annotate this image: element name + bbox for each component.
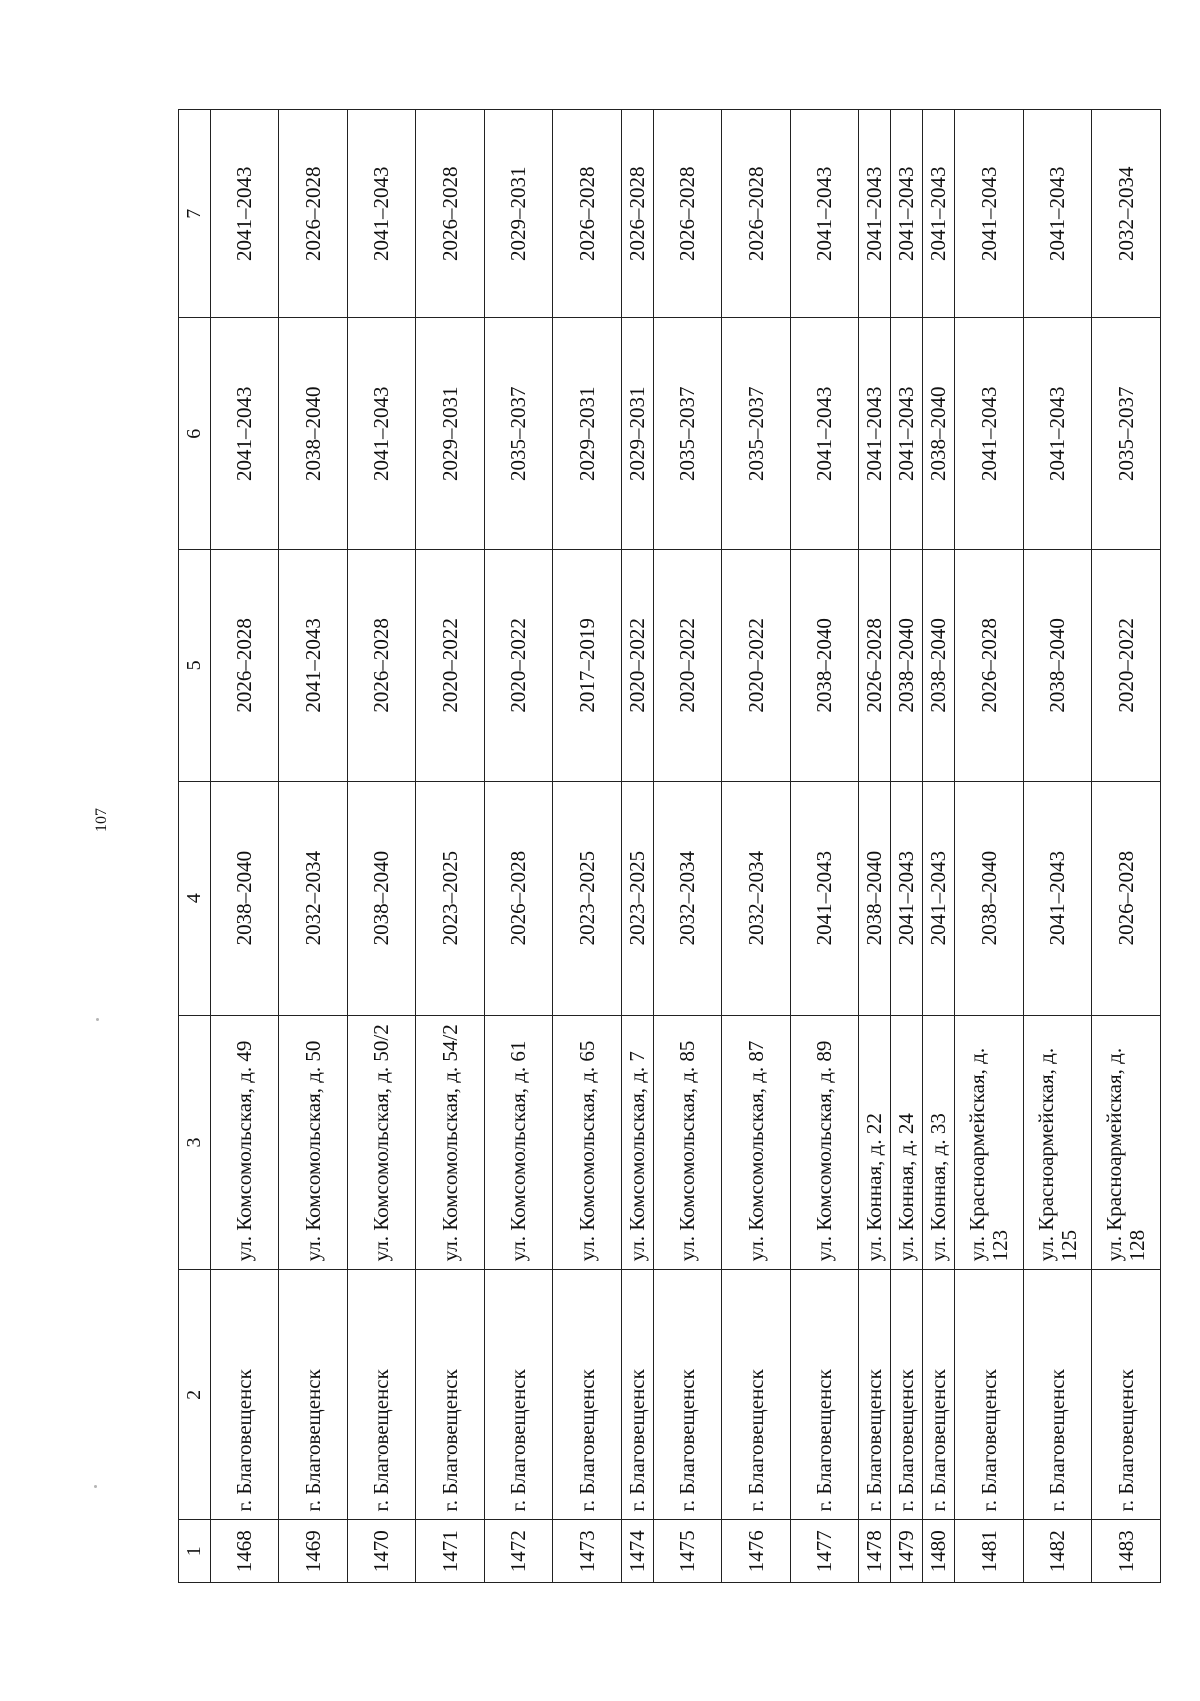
period-cell-col-6: 2041–2043 <box>790 318 859 550</box>
period-cell-col-4: 2023–2025 <box>621 781 653 1015</box>
address-cell: ул. Комсомольская, д. 49 <box>210 1015 279 1270</box>
period-cell-col-6: 2041–2043 <box>859 318 891 550</box>
period-cell-col-6: 2041–2043 <box>347 318 416 550</box>
address-cell: ул. Конная, д. 33 <box>923 1015 955 1270</box>
period-cell-col-6: 2029–2031 <box>553 318 622 550</box>
table-row <box>859 110 891 1583</box>
period-cell-col-6: 2041–2043 <box>210 318 279 550</box>
address-cell: ул. Красноармейская, д. 125 <box>1023 1015 1092 1270</box>
city-cell: г. Благовещенск <box>484 1270 553 1520</box>
header-cell-col-2: 2 <box>179 1270 211 1520</box>
address-cell: ул. Конная, д. 24 <box>891 1015 923 1270</box>
table-row <box>279 110 348 1583</box>
period-cell-col-5: 2026–2028 <box>210 550 279 782</box>
period-cell-col-4: 2032–2034 <box>722 781 791 1015</box>
period-cell-col-4: 2041–2043 <box>923 781 955 1015</box>
city-cell: г. Благовещенск <box>722 1270 791 1520</box>
period-cell-col-5: 2041–2043 <box>279 550 348 782</box>
period-cell-col-6: 2035–2037 <box>653 318 722 550</box>
period-cell-col-7: 2026–2028 <box>279 110 348 319</box>
table-row <box>955 110 1024 1583</box>
period-cell-col-5: 2026–2028 <box>955 550 1024 782</box>
period-cell-col-6: 2029–2031 <box>416 318 485 550</box>
table-row <box>1092 110 1161 1583</box>
period-cell-col-5: 2038–2040 <box>1023 550 1092 782</box>
city-cell: г. Благовещенск <box>347 1270 416 1520</box>
row-number-cell: 1483 <box>1092 1520 1161 1583</box>
period-cell-col-4: 2038–2040 <box>347 781 416 1015</box>
period-cell-col-6: 2041–2043 <box>955 318 1024 550</box>
period-cell-col-7: 2041–2043 <box>1023 110 1092 319</box>
header-cell-col-1: 1 <box>179 1520 211 1583</box>
period-cell-col-6: 2038–2040 <box>923 318 955 550</box>
period-cell-col-6: 2038–2040 <box>279 318 348 550</box>
period-cell-col-6: 2029–2031 <box>621 318 653 550</box>
period-cell-col-6: 2035–2037 <box>1092 318 1161 550</box>
period-cell-col-5: 2020–2022 <box>484 550 553 782</box>
period-cell-col-5: 2020–2022 <box>722 550 791 782</box>
rotated-table-wrapper <box>178 109 1161 1583</box>
period-cell-col-4: 2038–2040 <box>210 781 279 1015</box>
address-cell: ул. Комсомольская, д. 54/2 <box>416 1015 485 1270</box>
table-row <box>210 110 279 1583</box>
city-cell: г. Благовещенск <box>621 1270 653 1520</box>
row-number-cell: 1473 <box>553 1520 622 1583</box>
period-cell-col-7: 2026–2028 <box>722 110 791 319</box>
period-cell-col-5: 2038–2040 <box>891 550 923 782</box>
period-cell-col-5: 2026–2028 <box>859 550 891 782</box>
period-cell-col-7: 2041–2043 <box>923 110 955 319</box>
row-number-cell: 1478 <box>859 1520 891 1583</box>
period-cell-col-5: 2020–2022 <box>653 550 722 782</box>
table-row <box>553 110 622 1583</box>
address-cell: ул. Комсомольская, д. 50/2 <box>347 1015 416 1270</box>
period-cell-col-5: 2020–2022 <box>1092 550 1161 782</box>
period-cell-col-7: 2041–2043 <box>955 110 1024 319</box>
period-cell-col-5: 2020–2022 <box>621 550 653 782</box>
table-row <box>621 110 653 1583</box>
period-cell-col-6: 2035–2037 <box>484 318 553 550</box>
address-cell: ул. Комсомольская, д. 85 <box>653 1015 722 1270</box>
address-cell: ул. Конная, д. 22 <box>859 1015 891 1270</box>
address-cell: ул. Комсомольская, д. 50 <box>279 1015 348 1270</box>
header-row <box>179 110 211 1583</box>
period-cell-col-4: 2041–2043 <box>790 781 859 1015</box>
period-cell-col-6: 2041–2043 <box>891 318 923 550</box>
period-cell-col-4: 2041–2043 <box>891 781 923 1015</box>
header-cell-col-6: 6 <box>179 318 211 550</box>
table-row <box>653 110 722 1583</box>
row-number-cell: 1481 <box>955 1520 1024 1583</box>
city-cell: г. Благовещенск <box>416 1270 485 1520</box>
period-cell-col-7: 2041–2043 <box>347 110 416 319</box>
period-cell-col-7: 2026–2028 <box>621 110 653 319</box>
table-row <box>923 110 955 1583</box>
scan-speck <box>94 1485 97 1488</box>
period-cell-col-4: 2032–2034 <box>653 781 722 1015</box>
period-cell-col-5: 2038–2040 <box>790 550 859 782</box>
table-row <box>722 110 791 1583</box>
address-cell: ул. Комсомольская, д. 65 <box>553 1015 622 1270</box>
city-cell: г. Благовещенск <box>891 1270 923 1520</box>
period-cell-col-7: 2026–2028 <box>653 110 722 319</box>
city-cell: г. Благовещенск <box>790 1270 859 1520</box>
city-cell: г. Благовещенск <box>210 1270 279 1520</box>
address-cell: ул. Красноармейская, д. 128 <box>1092 1015 1161 1270</box>
period-cell-col-7: 2041–2043 <box>790 110 859 319</box>
row-number-cell: 1480 <box>923 1520 955 1583</box>
address-cell: ул. Комсомольская, д. 87 <box>722 1015 791 1270</box>
row-number-cell: 1470 <box>347 1520 416 1583</box>
period-cell-col-7: 2041–2043 <box>210 110 279 319</box>
period-cell-col-5: 2017–2019 <box>553 550 622 782</box>
period-cell-col-5: 2038–2040 <box>923 550 955 782</box>
header-cell-col-3: 3 <box>179 1015 211 1270</box>
period-cell-col-4: 2038–2040 <box>955 781 1024 1015</box>
row-number-cell: 1476 <box>722 1520 791 1583</box>
period-cell-col-4: 2032–2034 <box>279 781 348 1015</box>
city-cell: г. Благовещенск <box>553 1270 622 1520</box>
period-cell-col-4: 2023–2025 <box>553 781 622 1015</box>
city-cell: г. Благовещенск <box>1092 1270 1161 1520</box>
row-number-cell: 1474 <box>621 1520 653 1583</box>
register-table-body <box>179 110 1161 1583</box>
period-cell-col-7: 2041–2043 <box>859 110 891 319</box>
scan-speck <box>96 1018 99 1021</box>
city-cell: г. Благовещенск <box>279 1270 348 1520</box>
header-cell-col-7: 7 <box>179 110 211 319</box>
table-row <box>484 110 553 1583</box>
city-cell: г. Благовещенск <box>1023 1270 1092 1520</box>
period-cell-col-6: 2035–2037 <box>722 318 791 550</box>
header-cell-col-5: 5 <box>179 550 211 782</box>
row-number-cell: 1469 <box>279 1520 348 1583</box>
city-cell: г. Благовещенск <box>859 1270 891 1520</box>
period-cell-col-4: 2038–2040 <box>859 781 891 1015</box>
period-cell-col-4: 2026–2028 <box>1092 781 1161 1015</box>
city-cell: г. Благовещенск <box>923 1270 955 1520</box>
row-number-cell: 1468 <box>210 1520 279 1583</box>
period-cell-col-5: 2020–2022 <box>416 550 485 782</box>
city-cell: г. Благовещенск <box>955 1270 1024 1520</box>
row-number-cell: 1472 <box>484 1520 553 1583</box>
table-row <box>891 110 923 1583</box>
page-number: 107 <box>93 808 110 832</box>
row-number-cell: 1479 <box>891 1520 923 1583</box>
header-cell-col-4: 4 <box>179 781 211 1015</box>
address-cell: ул. Комсомольская, д. 7 <box>621 1015 653 1270</box>
period-cell-col-4: 2026–2028 <box>484 781 553 1015</box>
period-cell-col-4: 2041–2043 <box>1023 781 1092 1015</box>
period-cell-col-4: 2023–2025 <box>416 781 485 1015</box>
address-cell: ул. Комсомольская, д. 61 <box>484 1015 553 1270</box>
table-row <box>347 110 416 1583</box>
period-cell-col-7: 2026–2028 <box>416 110 485 319</box>
table-row <box>416 110 485 1583</box>
row-number-cell: 1475 <box>653 1520 722 1583</box>
table-row <box>1023 110 1092 1583</box>
period-cell-col-7: 2032–2034 <box>1092 110 1161 319</box>
period-cell-col-6: 2041–2043 <box>1023 318 1092 550</box>
period-cell-col-7: 2029–2031 <box>484 110 553 319</box>
row-number-cell: 1477 <box>790 1520 859 1583</box>
period-cell-col-5: 2026–2028 <box>347 550 416 782</box>
period-cell-col-7: 2041–2043 <box>891 110 923 319</box>
table-row <box>790 110 859 1583</box>
row-number-cell: 1471 <box>416 1520 485 1583</box>
address-cell: ул. Комсомольская, д. 89 <box>790 1015 859 1270</box>
address-cell: ул. Красноармейская, д. 123 <box>955 1015 1024 1270</box>
row-number-cell: 1482 <box>1023 1520 1092 1583</box>
period-cell-col-7: 2026–2028 <box>553 110 622 319</box>
city-cell: г. Благовещенск <box>653 1270 722 1520</box>
register-table <box>178 109 1161 1583</box>
